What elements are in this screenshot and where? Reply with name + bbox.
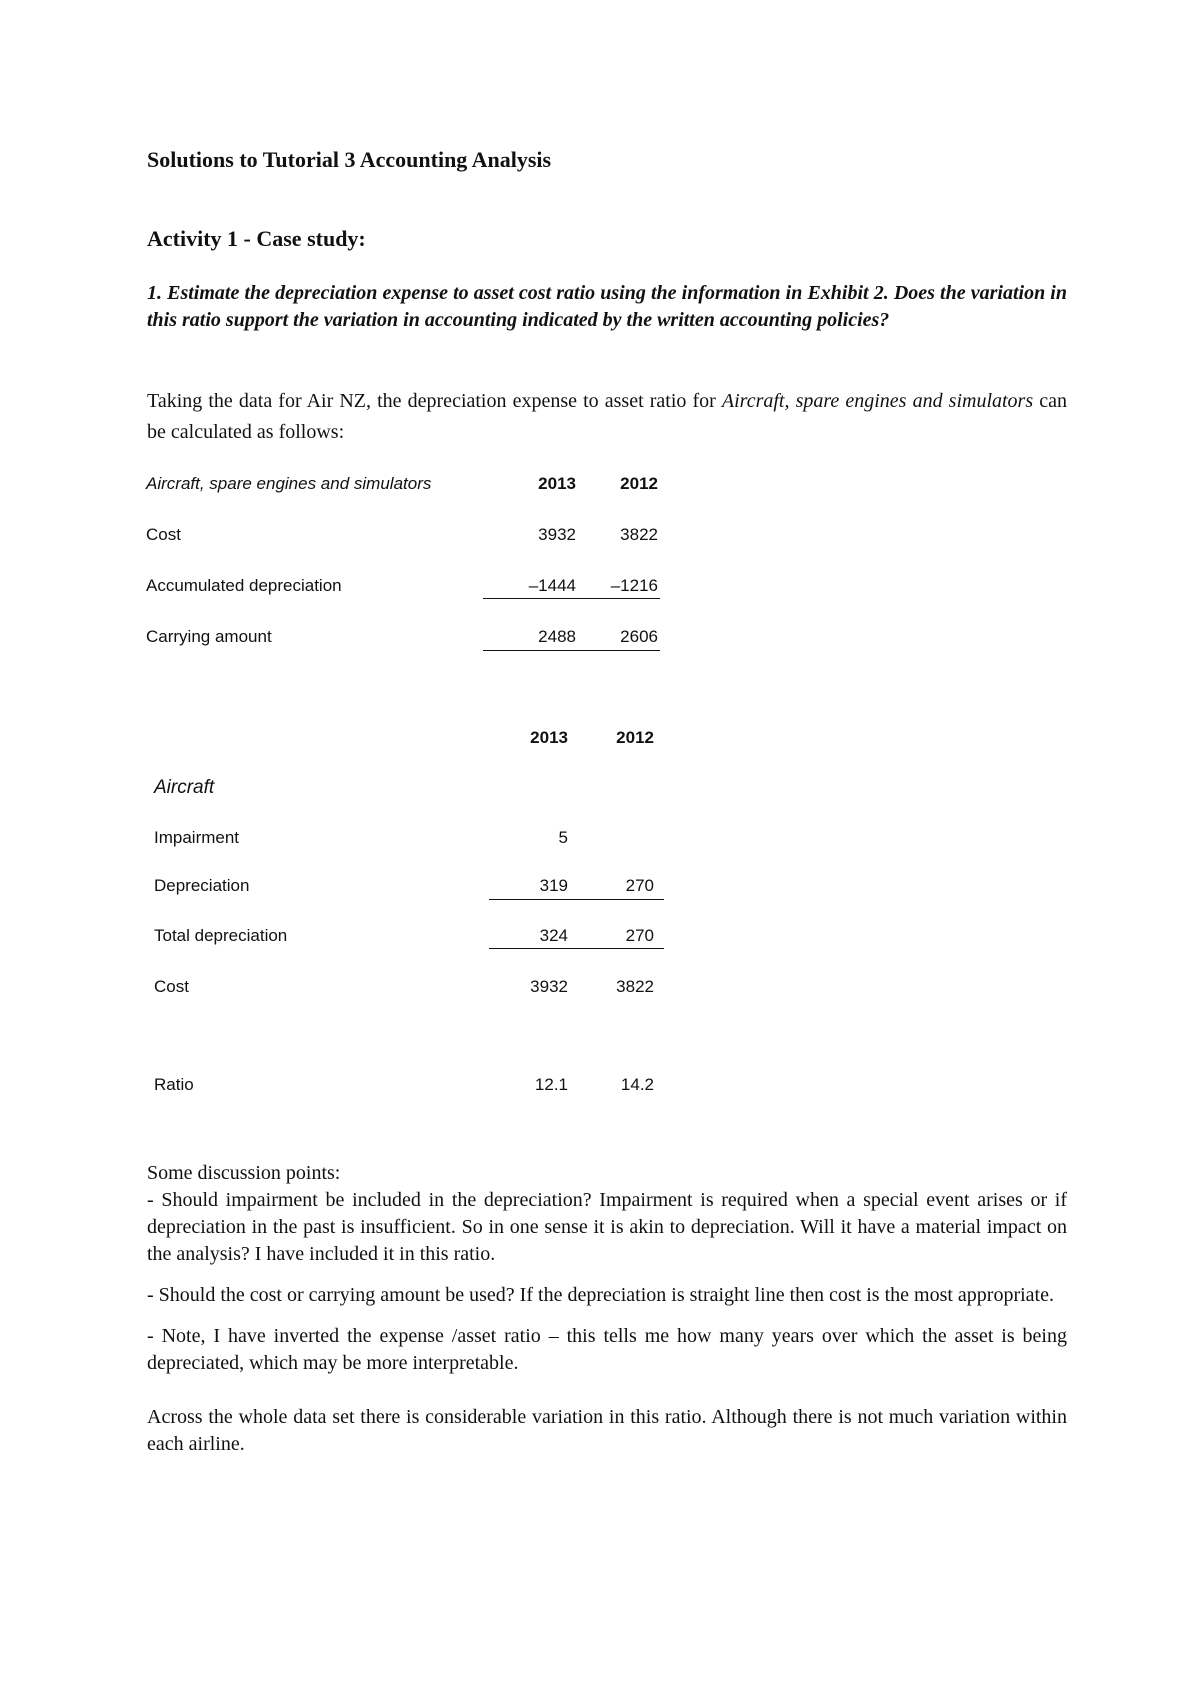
document-title: Solutions to Tutorial 3 Accounting Analysis	[147, 147, 552, 172]
table2-cell: 5	[558, 828, 568, 847]
table1-cell: 2488	[538, 627, 576, 646]
discussion-point: - Should the cost or carrying amount be used? If the depreciation is straight line then cost is the most appropriate.	[147, 1284, 1054, 1306]
table1-cell: –1216	[610, 576, 658, 595]
table2-cell: 3932	[530, 977, 568, 996]
table2-row-label: Ratio	[154, 1075, 194, 1094]
table2-cell: 319	[539, 876, 568, 895]
table1-cell: 3932	[538, 525, 576, 544]
table2-section-label: Aircraft	[154, 777, 215, 798]
table2-row-label: Impairment	[154, 828, 240, 847]
table2-cell: 270	[625, 876, 654, 895]
table2-total-rule	[489, 948, 664, 949]
table2-year-2012: 2012	[616, 728, 654, 747]
discussion-heading: Some discussion points:	[147, 1162, 341, 1184]
table2-row-label: Total depreciation	[154, 926, 288, 945]
table1-row-label: Cost	[146, 525, 181, 544]
table1-header-label: Aircraft, spare engines and simulators	[146, 474, 432, 493]
table2-cell: 324	[539, 926, 568, 945]
table2-subtotal-rule	[489, 899, 664, 900]
table1-cell: 2606	[620, 627, 658, 646]
table1-row-label: Accumulated depreciation	[146, 576, 342, 595]
intro-paragraph	[147, 386, 1067, 448]
table1-cell: 3822	[620, 525, 658, 544]
table2-year-2013: 2013	[530, 728, 568, 747]
discussion-point: - Should impairment be included in the depreciation? Impairment is required when a special event arises or if depreciation in the past is insufficient. So in one sense it is akin to depreciation. Will it have a material impact on the analysis? I have included it in this ratio.	[147, 1189, 1067, 1265]
table1-year-2013: 2013	[538, 474, 576, 493]
table1-year-2012: 2012	[620, 474, 658, 493]
table1-cell: –1444	[528, 576, 576, 595]
table1-row-label: Carrying amount	[146, 627, 272, 646]
intro-italic: Aircraft, spare engines and simulators	[721, 390, 1034, 412]
table2-row-label: Depreciation	[154, 876, 250, 895]
activity-heading: Activity 1 - Case study:	[147, 226, 366, 251]
intro-text-2: can be calculated as follows:	[147, 390, 1067, 443]
table2-cell: 270	[625, 926, 654, 945]
table2-cell: 3822	[616, 977, 654, 996]
table1-subtotal-rule	[483, 598, 660, 599]
table2-cell: 12.1	[534, 1075, 568, 1094]
discussion-conclusion: Across the whole data set there is considerable variation in this ratio. Although there is not much variation within each airline.	[147, 1406, 1067, 1455]
table1-total-rule	[483, 650, 660, 651]
discussion-point: - Note, I have inverted the expense /asset ratio – this tells me how many years over which the asset is being depreciated, which may be more interpretable.	[147, 1325, 1067, 1374]
intro-text-1: Taking the data for Air NZ, the depreciation expense to asset ratio for	[147, 390, 722, 412]
question-text: 1. Estimate the depreciation expense to asset cost ratio using the information in Exhibit 2. Does the variation in this ratio support the variation in accounting indicated by the written accounting policies?	[147, 282, 1067, 331]
discussion-section	[147, 1160, 1067, 1458]
table2-row-label: Cost	[154, 977, 189, 996]
table2-cell: 14.2	[620, 1075, 654, 1094]
